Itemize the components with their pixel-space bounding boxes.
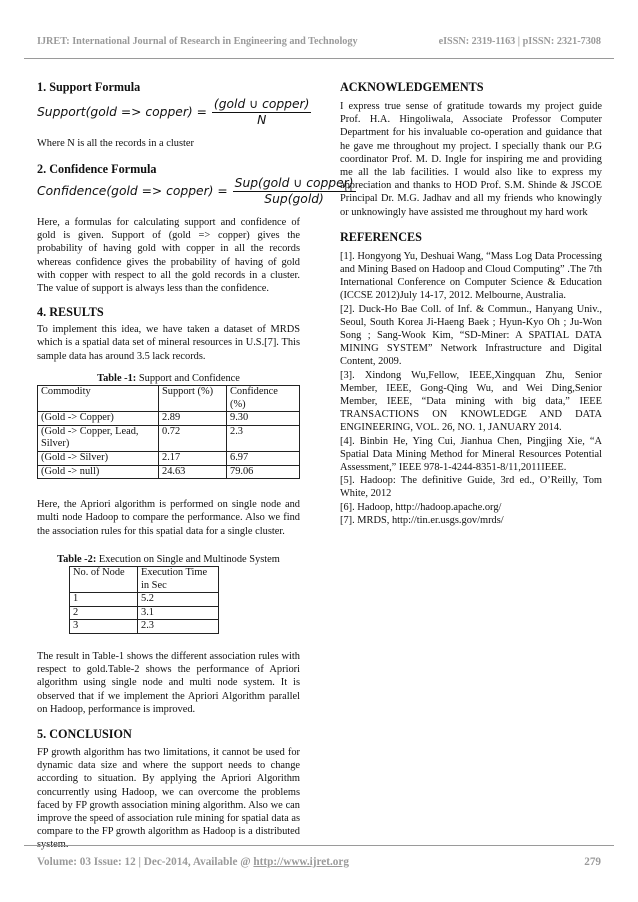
table-row: [38, 412, 300, 426]
table-row: [38, 452, 300, 466]
running-footer: [37, 856, 601, 868]
journal-link[interactable]: http://www.ijret.org: [253, 856, 349, 868]
confidence-denominator: Sup(gold): [264, 191, 324, 206]
table-cell: 3.1: [138, 606, 219, 620]
references-heading: REFERENCES: [340, 229, 422, 244]
execution-table: [69, 566, 219, 634]
formula-explanation: Here, a formulas for calculating support and confidence of gold is given. Support of (gold => copper) gives the probability of having gold with copper in all the records whereas confidence gives the probability of having of gold with copper with respect to all the gold records in a cluster. The value of support is always less than the confidence.: [37, 217, 300, 295]
table-cell: 3: [70, 620, 138, 634]
table2-caption: [37, 553, 300, 566]
left-column: [37, 80, 354, 852]
reference-item: [7]. MRDS, http://tin.er.usgs.gov/mrds/: [340, 514, 504, 526]
table-cell: (Gold -> null): [38, 465, 159, 479]
running-header: [37, 36, 601, 47]
support-formula: [37, 97, 310, 128]
support-note: Where N is all the records in a cluster: [37, 138, 194, 150]
results-heading: 4. RESULTS: [37, 305, 104, 320]
table2-header-cell: No. of Node: [70, 567, 138, 593]
reference-item: [3]. Xindong Wu,Fellow, IEEE,Xingquan Zhu, Senior Member, IEEE, Gong-Qing Wu, and Wei Ding,Senior Member, IEEE, “Data mining with big data,” IEEE TRANSACTIONS ON KNOWLEDGE AND DATA ENGINEERING, VOL. 26, NO. 1, JANUARY 2014.: [340, 369, 602, 434]
support-confidence-table: [37, 385, 300, 479]
reference-item: [6]. Hadoop, http://hadoop.apache.org/: [340, 501, 502, 513]
table2-header-row: [70, 567, 219, 593]
reference-item: [1]. Hongyong Yu, Deshuai Wang, “Mass Log Data Processing and Mining Based on Hadoop and Cloud Computing” .The 7th International Conference on Computer Science & Education (ICCSE 2012)July 14-17, 2012. Melbourne, Australia.: [340, 250, 602, 302]
confidence-lhs: Confidence(gold => copper) =: [37, 183, 228, 198]
table-cell: 1: [70, 593, 138, 607]
table-cell: 5.2: [138, 593, 219, 607]
issn-info: eISSN: 2319-1163 | pISSN: 2321-7308: [438, 36, 601, 47]
right-column: [340, 80, 602, 527]
table-cell: (Gold -> Copper): [38, 412, 159, 426]
results-discussion: The result in Table-1 shows the different association rules with respect to gold.Table-2 shows the performance of Apriori algorithm using single node and multi node system. It is observed that if we implement the Apriori Algorithm parallel on Hadoop, performance is improved.: [37, 650, 300, 715]
table-cell: 0.72: [159, 425, 227, 451]
table-row: [38, 425, 300, 451]
table-cell: 2.3: [138, 620, 219, 634]
footer-rule: [24, 845, 614, 846]
conclusion-heading: 5. CONCLUSION: [37, 727, 132, 741]
support-formula-heading: 1. Support Formula: [37, 80, 141, 94]
support-lhs: Support(gold => copper) =: [37, 105, 207, 120]
apriori-paragraph: Here, the Apriori algorithm is performed on single node and multi node Hadoop to compare the performance. Also we find the association rules for this spatial data for a single cluster.: [37, 499, 300, 537]
table-cell: (Gold -> Silver): [38, 452, 159, 466]
table-cell: 9.30: [227, 412, 300, 426]
table-row: [70, 593, 219, 607]
results-paragraph: To implement this idea, we have taken a dataset of MRDS which is a spatial data set of mineral resources in U.S.[7]. This sample data has around 3.5 lack records.: [37, 324, 300, 362]
reference-item: [4]. Binbin He, Ying Cui, Jianhua Chen, Pingjing Xie, “A Spatial Data Mining Method for Mineral Resources Potential Assessment,” IEEE 978-1-4244-8351-8/11,2011IEEE.: [340, 435, 602, 474]
reference-item: [5]. Hadoop: The definitive Guide, 3rd ed., O’Reilly, Tom White, 2012: [340, 475, 602, 500]
table1-header-cell: Confidence (%): [227, 386, 300, 412]
journal-name: IJRET: International Journal of Research in Engineering and Technology: [37, 36, 358, 47]
table1-header-cell: Support (%): [159, 386, 227, 412]
table-cell: 2.89: [159, 412, 227, 426]
header-rule: [24, 58, 614, 59]
table-row: [70, 606, 219, 620]
support-fraction: [212, 98, 311, 127]
reference-item: [2]. Duck-Ho Bae Coll. of Inf. & Commun., Hanyang Univ., Seoul, South Korea Ji-Haeng Baek ; Hyun-Kyo Oh ; Ju-Won Song ; Sang-Wook Kim, “SD-Miner: A SPATIAL DATA MINING SYSTEM” Network Infrastructure and Digital Content, 2009.: [340, 303, 602, 368]
table-cell: 79.06: [227, 465, 300, 479]
confidence-formula: [37, 175, 354, 206]
conclusion-paragraph: FP growth algorithm has two limitations, it cannot be used for dynamic data size and where the support needs to change according to situation. By applying the Apriori Algorithm concurrently using Hadoop, we can overcome the problems faced by FP growth association mining algorithm. Also we can improve the speed of association rule mining for spatial data as compare to the FP growth algorithm as Hadoop is a distributed system.: [37, 747, 300, 851]
table-cell: 2.17: [159, 452, 227, 466]
confidence-formula-heading: 2. Confidence Formula: [37, 161, 157, 176]
table2-caption-text: Execution on Single and Multinode System: [96, 553, 280, 565]
confidence-fraction: [233, 177, 356, 206]
support-numerator: (gold ∪ copper): [212, 98, 311, 113]
table1-caption: [37, 372, 300, 385]
table-cell: 2.3: [227, 425, 300, 451]
references-list: [340, 250, 602, 527]
table-cell: 2: [70, 606, 138, 620]
table-row: [38, 465, 300, 479]
table2-header-cell: Execution Time in Sec: [138, 567, 219, 593]
table2-caption-label: Table -2:: [57, 553, 97, 565]
table1-header-row: [38, 386, 300, 412]
confidence-numerator: Sup(gold ∪ copper): [233, 177, 356, 192]
table1-caption-text: Support and Confidence: [136, 372, 240, 384]
volume-text: Volume: 03 Issue: 12 | Dec-2014, Available @: [37, 856, 254, 868]
table-cell: (Gold -> Copper, Lead, Silver): [38, 425, 159, 451]
table1-header-cell: Commodity: [38, 386, 159, 412]
footer-volume: [37, 856, 349, 868]
table-cell: 24.63: [159, 465, 227, 479]
table-row: [70, 620, 219, 634]
acknowledgements-heading: ACKNOWLEDGEMENTS: [340, 80, 484, 94]
support-denominator: N: [257, 113, 267, 128]
page-number: 279: [584, 856, 601, 868]
acknowledgements-paragraph: I express true sense of gratitude towards my project guide Prof. H.A. Hingoliwala, Associate Professor Computer Department for his invaluable co-operation and guidance that he gave me throughout my project. I specially thank our P.G coordinator Prof. M. D. Ingle for inspiring me and providing me all the lab facilities. I would also like to express my appreciation and thanks to HOD Prof. S.M. Shinde & JSCOE Principal Dr. M.G. Jadhav and all my friends who knowingly or unknowingly have assisted me throughout my hard work: [340, 101, 602, 218]
table-cell: 6.97: [227, 452, 300, 466]
table1-caption-label: Table -1:: [97, 372, 137, 384]
